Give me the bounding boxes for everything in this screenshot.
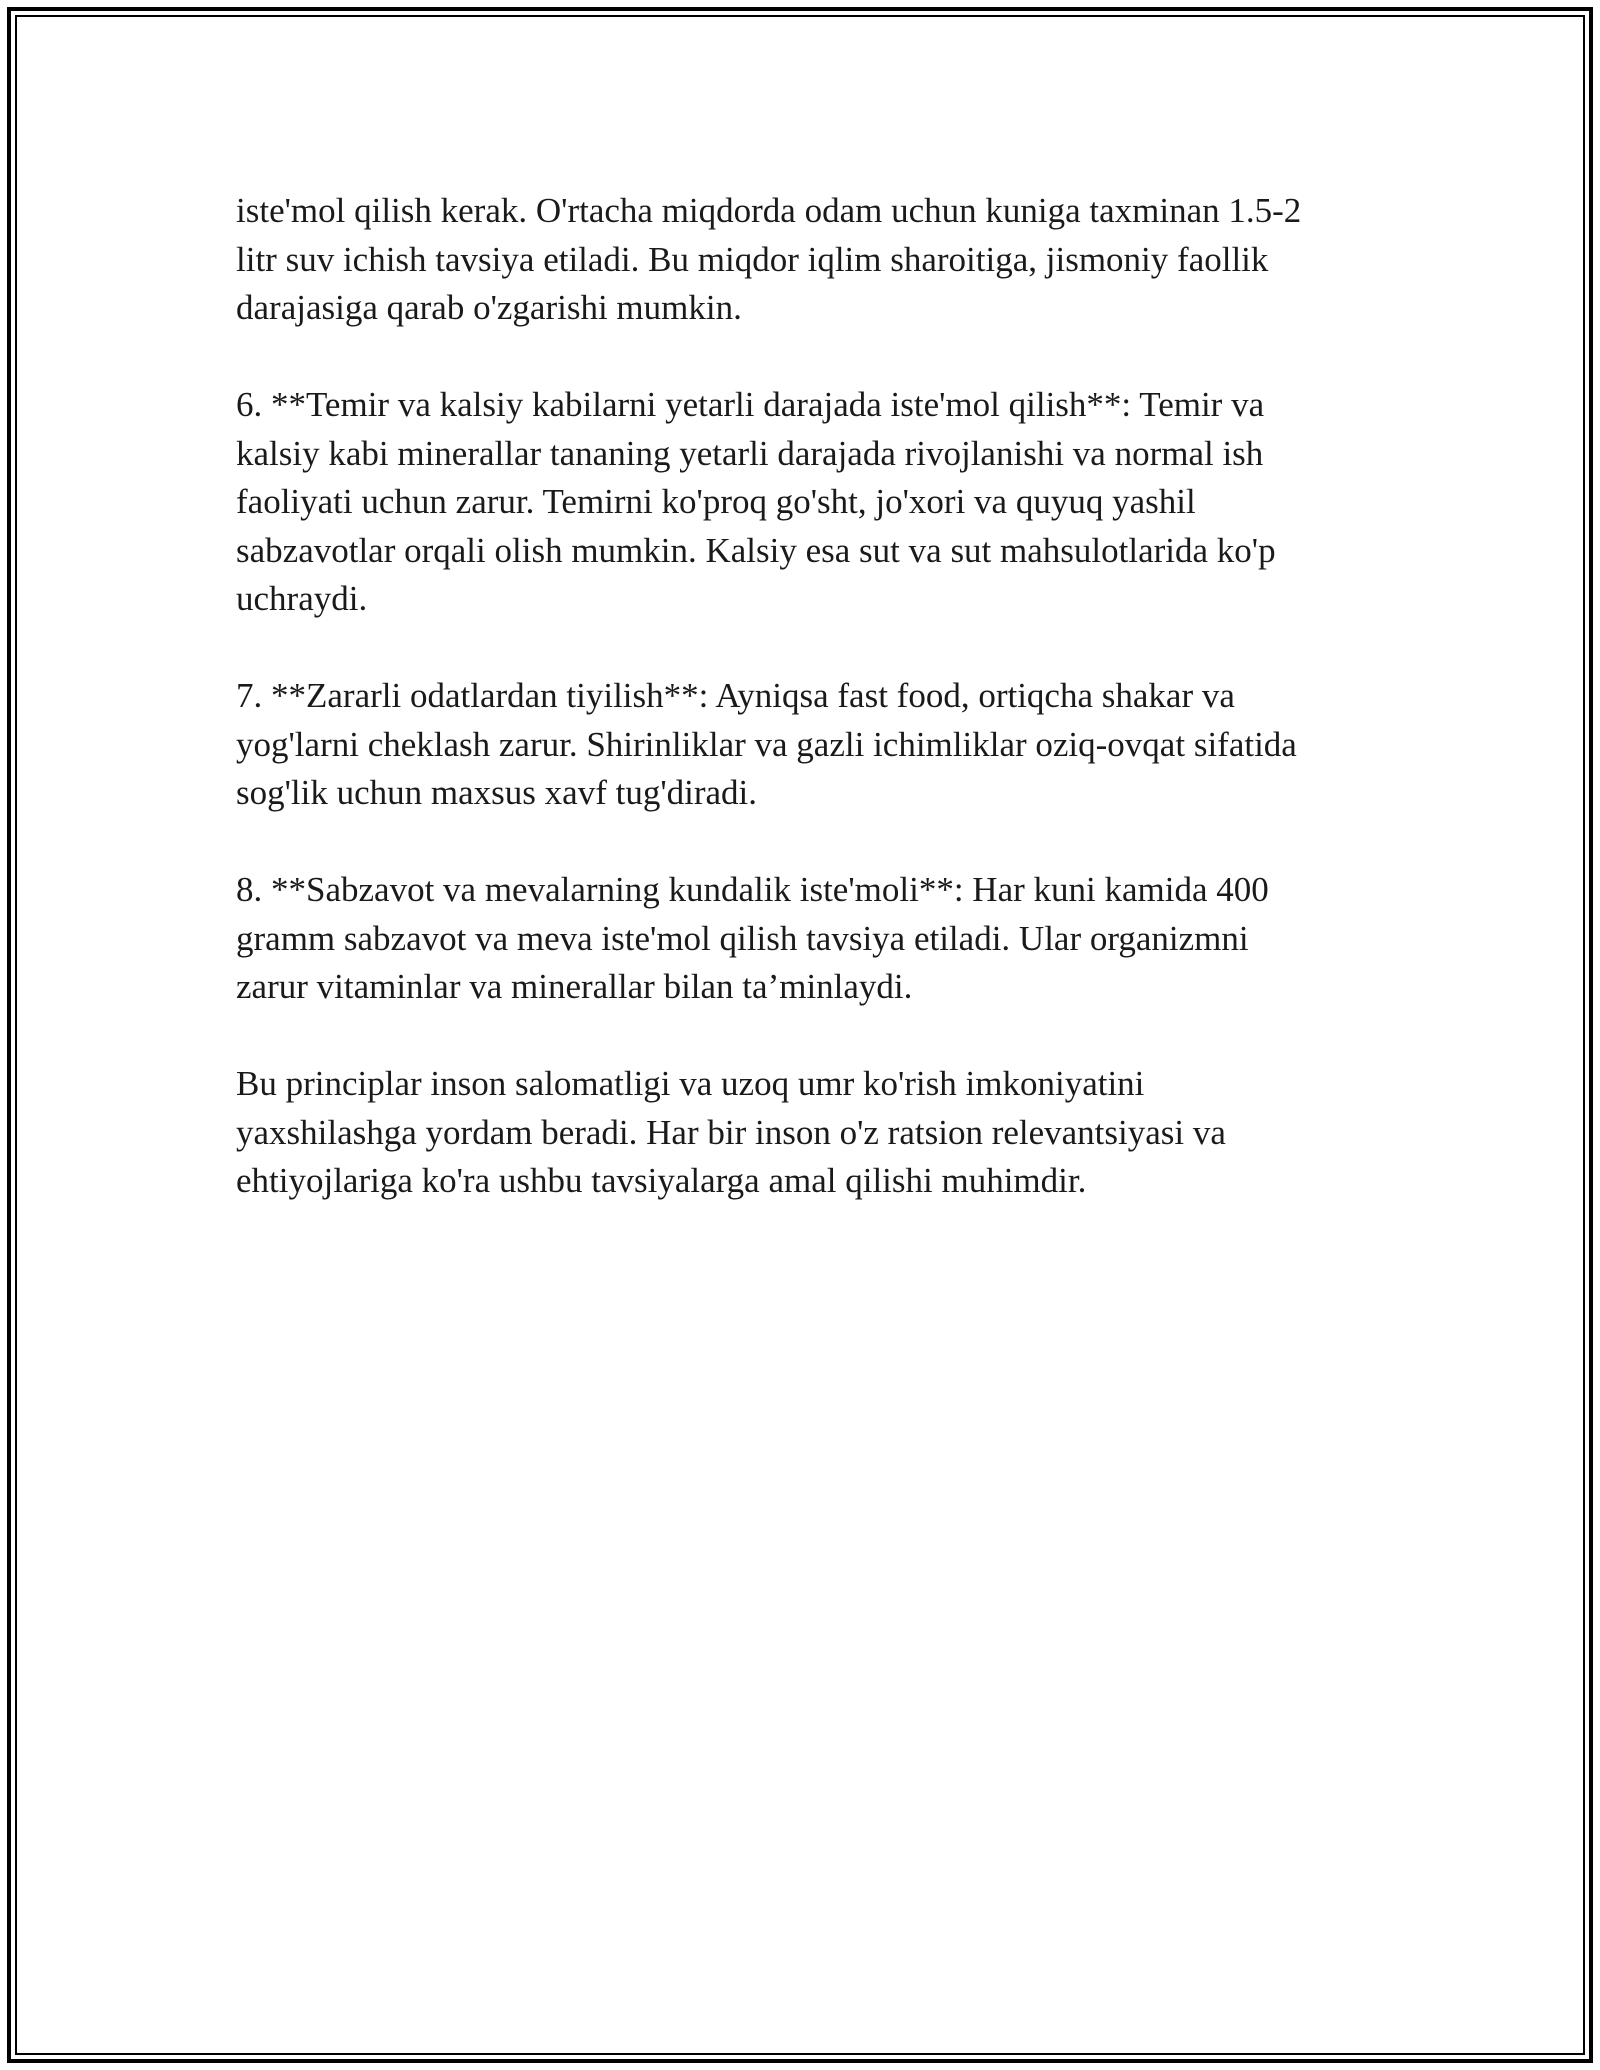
paragraph-iron-calcium: 6. **Temir va kalsiy kabilarni yetarli darajada iste'mol qilish**: Temir va kalsiy kabi minerallar tananing yetarli darajada rivojlanishi va normal ish faoliyati uchun zarur. Temirni ko'proq go'sht, jo'xori va quyuq yashil sabzavotlar orqali olish mumkin. Kalsiy esa sut va sut mahsulotlarida ko'p uchraydi. xyxy=(236,385,1276,618)
document-body xyxy=(236,187,1366,1254)
paragraph-water-intake: iste'mol qilish kerak. O'rtacha miqdorda odam uchun kuniga taxminan 1.5-2 litr suv ichish tavsiya etiladi. Bu miqdor iqlim sharoitiga, jismoniy faollik darajasiga qarab o'zgarishi mumkin. xyxy=(236,191,1302,327)
paragraph-harmful-habits: 7. **Zararli odatlardan tiyilish**: Ayniqsa fast food, ortiqcha shakar va yog'larni cheklash zarur. Shirinliklar va gazli ichimliklar oziq-ovqat sifatida sog'lik uchun maxsus xavf tug'diradi. xyxy=(236,676,1297,812)
paragraph-conclusion: Bu principlar inson salomatligi va uzoq umr ko'rish imkoniyatini yaxshilashga yordam beradi. Har bir inson o'z ratsion relevantsiyasi va ehtiyojlariga ko'ra ushbu tavsiyalarga amal qilishi muhimdir. xyxy=(236,1064,1226,1200)
paragraph-vegetables-fruits: 8. **Sabzavot va mevalarning kundalik iste'moli**: Har kuni kamida 400 gramm sabzavot va meva iste'mol qilish tavsiya etiladi. Ular organizmni zarur vitaminlar va minerallar bilan ta’minlaydi. xyxy=(236,870,1269,1006)
